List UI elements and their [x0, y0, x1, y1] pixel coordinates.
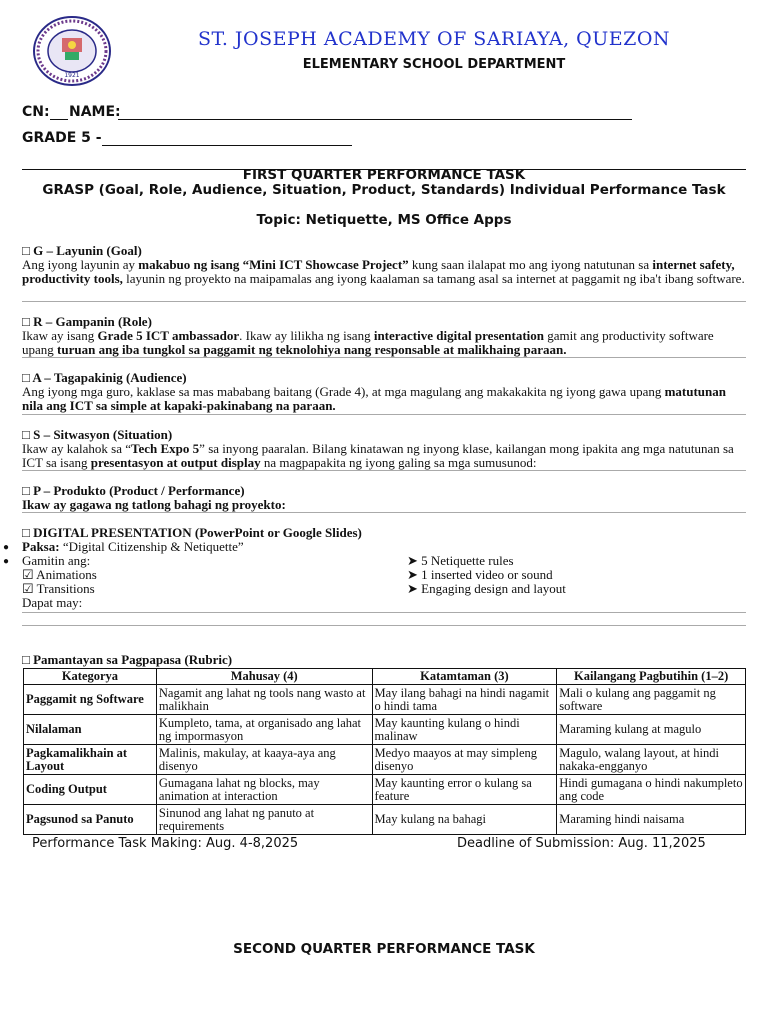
school-seal-icon	[32, 15, 112, 87]
situation-heading: □ S – Sitwasyon (Situation)	[22, 427, 173, 442]
rubric-cell: Sinunod ang lahat ng panuto at requirements	[156, 805, 372, 835]
goal-text: Ang iyong layunin ay makabuo ng isang “Mini ICT Showcase Project” kung saan ilalapat mo ang iyong natutunan sa internet safety, productivity tools, layunin ng proyekto na maipamalas ang iyong kaalaman sa tamang asal sa internet at paggamit ng iba't ibang software.	[22, 257, 745, 286]
rubric-heading: □ Pamantayan sa Pagpapasa (Rubric)	[22, 652, 233, 667]
rubric-category: Paggamit ng Software	[24, 685, 157, 715]
name-input-line[interactable]	[118, 119, 632, 120]
rubric-cell: Nagamit ang lahat ng tools nang wasto at malikhain	[156, 685, 372, 715]
situation-text: Ikaw ay kalahok sa “Tech Expo 5” sa inyong paaralan. Bilang kinatawan ng inyong klase, kailangan mong ipakita ang mga natutunan sa ICT sa isang presentasyon at output display na magpapakita ng iyong galing sa mga sumusunod:	[22, 441, 734, 470]
rubric-header-cell: Mahusay (4)	[156, 669, 372, 685]
department-name: ELEMENTARY SCHOOL DEPARTMENT	[302, 57, 566, 72]
task-title: FIRST QUARTER PERFORMANCE TASK	[242, 167, 526, 183]
left-item-transitions: ☑ Transitions	[22, 581, 95, 596]
audience-text: Ang iyong mga guro, kaklase sa mas mababang baitang (Grade 4), at mga magulang ang makakakita ng iyong gawa upang matutunan nila ang ICT sa simple at kapaki-pakinabang na paraan.	[22, 384, 727, 413]
audience-section	[22, 371, 746, 413]
bullet-icon: ●	[3, 542, 10, 553]
rubric-table	[23, 668, 746, 835]
rubric-category: Pagkamalikhain at Layout	[24, 745, 157, 775]
situation-divider	[22, 470, 746, 471]
rubric-cell: May kulang na bahagi	[372, 805, 557, 835]
cn-input-line[interactable]	[50, 119, 68, 120]
name-label: NAME:	[69, 104, 121, 120]
submission-deadline: Deadline of Submission: Aug. 11,2025	[457, 836, 706, 851]
rubric-cell: Mali o kulang ang paggamit ng software	[557, 685, 746, 715]
rubric-cell: Maraming hindi naisama	[557, 805, 746, 835]
product-heading: □ P – Produkto (Product / Performance)	[22, 483, 245, 498]
table-row	[24, 685, 746, 715]
grade-label: GRADE 5 -	[22, 130, 102, 146]
digital-divider	[22, 612, 746, 613]
table-row	[24, 715, 746, 745]
rubric-cell: May ilang bahagi na hindi nagamit o hindi tama	[372, 685, 557, 715]
table-row	[24, 805, 746, 835]
grade-input-line[interactable]	[102, 145, 352, 146]
task-making-date: Performance Task Making: Aug. 4-8,2025	[32, 836, 299, 851]
paksa-line: Paksa: “Digital Citizenship & Netiquette”	[22, 539, 244, 554]
gamitin-label: Gamitin ang:	[22, 553, 91, 568]
rubric-cell: Kumpleto, tama, at organisado ang lahat ng impormasyon	[156, 715, 372, 745]
rubric-category: Coding Output	[24, 775, 157, 805]
situation-section	[22, 428, 746, 470]
rubric-cell: Malinis, makulay, at kaaya-aya ang disenyo	[156, 745, 372, 775]
rubric-cell: Medyo maayos at may simpleng disenyo	[372, 745, 557, 775]
rubric-category: Pagsunod sa Panuto	[24, 805, 157, 835]
rubric-cell: May kaunting error o kulang sa feature	[372, 775, 557, 805]
role-text: Ikaw ay isang Grade 5 ICT ambassador. Ikaw ay lilikha ng isang interactive digital presentation gamit ang productivity software upang turuan ang iba tungkol sa paggamit ng teknolohiya nang responsable at malikhaing paraan.	[22, 328, 714, 357]
rubric-cell: Hindi gumagana o hindi nakumpleto ang code	[557, 775, 746, 805]
dapat-label: Dapat may:	[22, 595, 83, 610]
school-logo	[32, 15, 112, 87]
task-topic: Topic: Netiquette, MS Office Apps	[256, 212, 512, 228]
audience-divider	[22, 414, 746, 415]
rubric-header-cell: Kategorya	[24, 669, 157, 685]
right-item-rules: ➤ 5 Netiquette rules	[407, 553, 514, 568]
school-name: ST. JOSEPH ACADEMY OF SARIAYA, QUEZON	[197, 28, 671, 50]
table-row	[24, 775, 746, 805]
rubric-cell: Magulo, walang layout, at hindi nakaka-engganyo	[557, 745, 746, 775]
rubric-cell: May kaunting kulang o hindi malinaw	[372, 715, 557, 745]
right-item-design: ➤ Engaging design and layout	[407, 581, 566, 596]
audience-heading: □ A – Tagapakinig (Audience)	[22, 370, 187, 385]
rubric-header-row	[24, 669, 746, 685]
digital-divider-2	[22, 625, 746, 626]
digital-heading: □ DIGITAL PRESENTATION (PowerPoint or Google Slides)	[22, 525, 362, 540]
rubric-cell: Gumagana lahat ng blocks, may animation at interaction	[156, 775, 372, 805]
role-section	[22, 315, 746, 357]
second-quarter-title: SECOND QUARTER PERFORMANCE TASK	[233, 941, 535, 957]
product-divider	[22, 512, 746, 513]
bullet-icon: ●	[3, 556, 10, 567]
left-item-animations: ☑ Animations	[22, 567, 97, 582]
goal-heading: □ G – Layunin (Goal)	[22, 243, 142, 258]
table-row	[24, 745, 746, 775]
role-divider	[22, 357, 746, 358]
cn-label: CN:	[22, 104, 50, 120]
product-subtext: Ikaw ay gagawa ng tatlong bahagi ng proyekto:	[22, 497, 286, 512]
task-subtitle: GRASP (Goal, Role, Audience, Situation, Product, Standards) Individual Performance Task	[42, 182, 726, 198]
goal-divider	[22, 301, 746, 302]
role-heading: □ R – Gampanin (Role)	[22, 314, 152, 329]
rubric-category: Nilalaman	[24, 715, 157, 745]
right-item-video: ➤ 1 inserted video or sound	[407, 567, 553, 582]
rubric-header-cell: Katamtaman (3)	[372, 669, 557, 685]
goal-section	[22, 244, 746, 286]
svg-text:1921: 1921	[64, 72, 80, 79]
product-section	[22, 484, 746, 512]
rubric-cell: Maraming kulang at magulo	[557, 715, 746, 745]
rubric-header-cell: Kailangang Pagbutihin (1–2)	[557, 669, 746, 685]
